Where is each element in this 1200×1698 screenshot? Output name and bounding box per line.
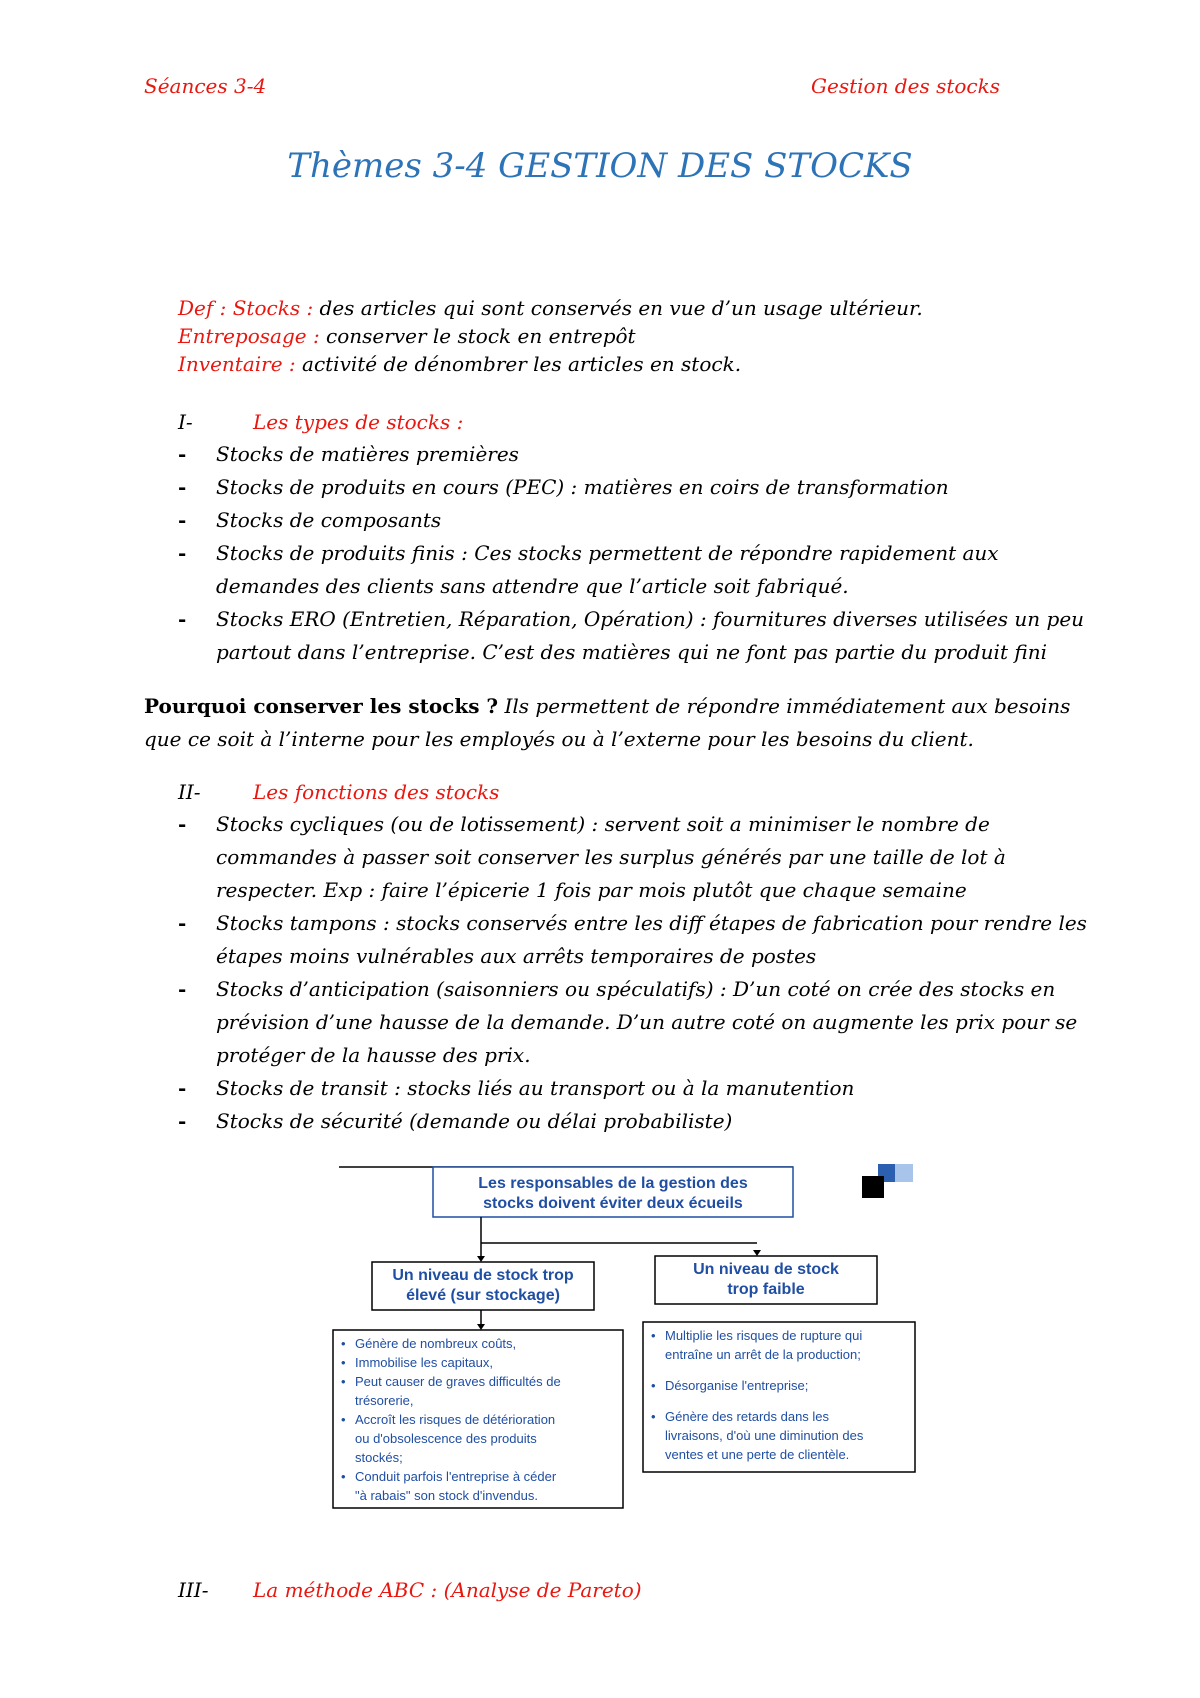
definition-stocks-text: des articles qui sont conservés en vue d’un usage ultérieur. [313, 296, 923, 320]
section-2-number: II- [178, 780, 201, 804]
definition-stocks [178, 296, 923, 320]
definition-entreposage [178, 324, 636, 348]
definition-entreposage-text: conserver le stock en entrepôt [319, 324, 636, 348]
list-item: • Génère de nombreux coûts, [341, 1334, 619, 1353]
list-item: • Accroît les risques de détérioration ou d'obsolescence des produits stockés; [341, 1410, 619, 1467]
list-item: • Multiplie les risques de rupture qui entraîne un arrêt de la production; [651, 1326, 913, 1364]
list-item-continuation: étapes moins vulnérables aux arrêts temporaires de postes [216, 944, 817, 968]
pourquoi-answer-cont: que ce soit à l’interne pour les employés ou à l’externe pour les besoins du client. [144, 727, 974, 751]
section-1-heading [178, 410, 463, 434]
pourquoi-question: Pourquoi conserver les stocks ? [144, 694, 499, 718]
header-right: Gestion des stocks [811, 74, 1000, 98]
header-left: Séances 3-4 [144, 74, 267, 98]
list-item-continuation: demandes des clients sans attendre que l’article soit fabriqué. [216, 574, 849, 598]
list-item-continuation: partout dans l’entreprise. C’est des matières qui ne font pas partie du produit fini [216, 640, 1047, 664]
list-item: • Peut causer de graves difficultés de trésorerie, [341, 1372, 619, 1410]
list-item: • Désorganise l'entreprise; [651, 1376, 913, 1395]
list-item-continuation: commandes à passer soit conserver les surplus générés par une taille de lot à [216, 845, 1006, 869]
definition-stocks-label: Def : Stocks : [178, 296, 314, 320]
diagram-right-title: Un niveau de stock trop faible [693, 1261, 839, 1298]
definition-entreposage-label: Entreposage : [178, 324, 320, 348]
section-3-number: III- [178, 1578, 209, 1602]
section-2-title: Les fonctions des stocks [253, 780, 500, 804]
list-item: • Immobilise les capitaux, [341, 1353, 619, 1372]
decor-square-icon [895, 1164, 913, 1182]
section-1-title: Les types de stocks : [253, 410, 464, 434]
definition-inventaire [178, 352, 741, 376]
page-title: Thèmes 3-4 GESTION DES STOCKS [287, 146, 913, 186]
pourquoi-paragraph-line1 [144, 694, 1070, 718]
section-3-title: La méthode ABC : (Analyse de Pareto) [253, 1578, 642, 1602]
definition-inventaire-label: Inventaire : [178, 352, 296, 376]
list-item-continuation: respecter. Exp : faire l’épicerie 1 fois par mois plutôt que chaque semaine [216, 878, 967, 902]
pourquoi-paragraph-line2 [144, 727, 974, 751]
decor-square-icon [862, 1176, 884, 1198]
diagram-right-list [651, 1326, 913, 1464]
definition-inventaire-text: activité de dénombrer les articles en stock. [295, 352, 742, 376]
diagram-top-title: Les responsables de la gestion des stocks doivent éviter deux écueils [478, 1175, 748, 1212]
diagram-left-title: Un niveau de stock trop élevé (sur stockage) [392, 1267, 574, 1304]
diagram-left-list [341, 1334, 619, 1505]
section-1-number: I- [178, 410, 193, 434]
section-3-heading [178, 1578, 642, 1602]
list-item: • Génère des retards dans les livraisons, d'où une diminution des ventes et une perte de clientèle. [651, 1407, 913, 1464]
pourquoi-answer: Ils permettent de répondre immédiatement aux besoins [498, 694, 1071, 718]
stock-pitfalls-diagram [305, 1158, 920, 1518]
section-2-heading [178, 780, 499, 804]
list-item-continuation: protéger de la hausse des prix. [216, 1043, 531, 1067]
list-item-continuation: prévision d’une hausse de la demande. D’un autre coté on augmente les prix pour se [216, 1010, 1078, 1034]
list-item: • Conduit parfois l'entreprise à céder "à rabais" son stock d'invendus. [341, 1467, 619, 1505]
